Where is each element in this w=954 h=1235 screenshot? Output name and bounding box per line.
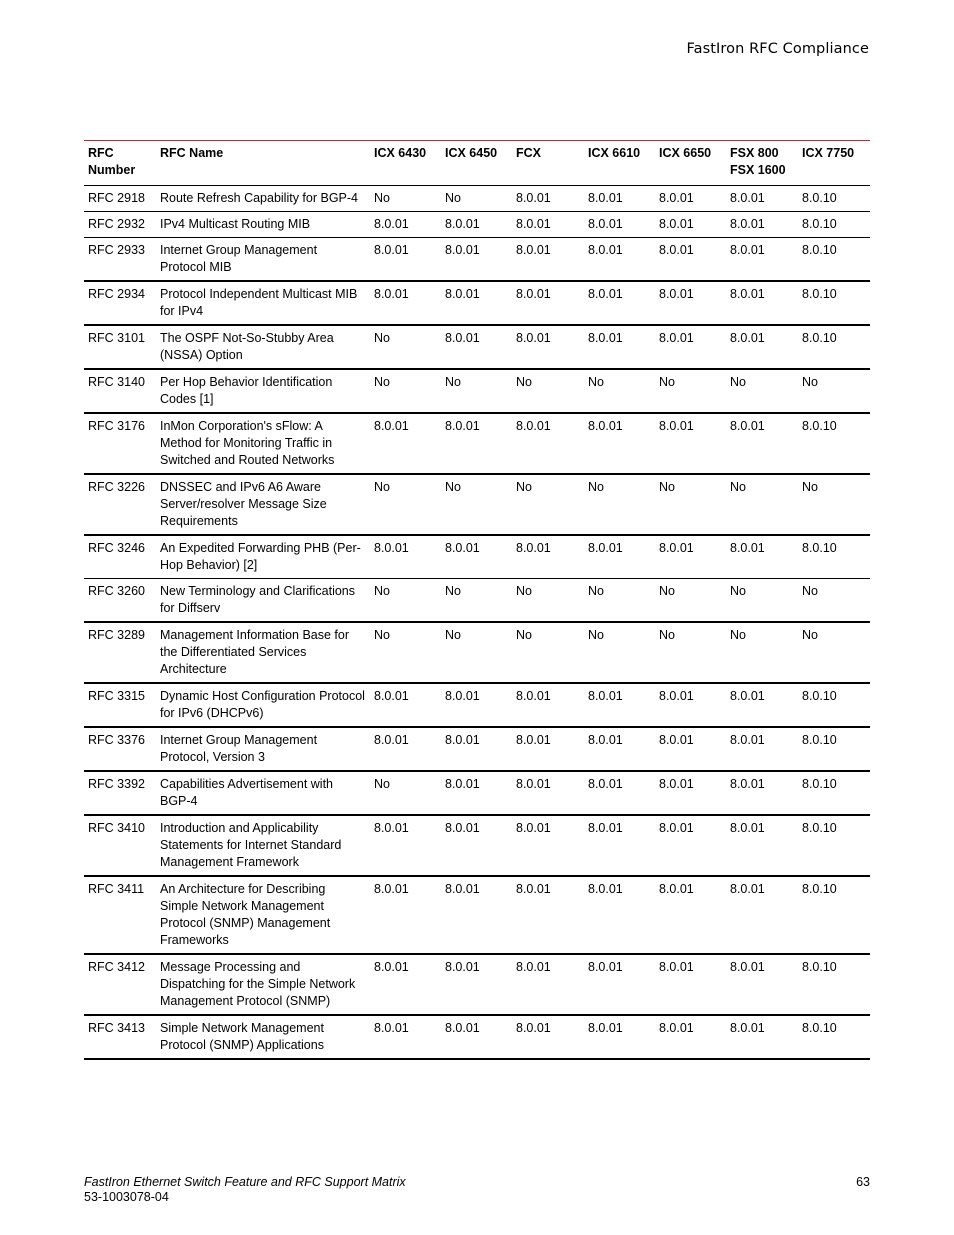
cell-icx-6650: 8.0.01 bbox=[655, 727, 726, 771]
cell-icx-7750: No bbox=[798, 474, 870, 535]
cell-icx-6650: 8.0.01 bbox=[655, 771, 726, 815]
cell-fcx: 8.0.01 bbox=[512, 238, 584, 282]
cell-icx-6610: 8.0.01 bbox=[584, 325, 655, 369]
cell-icx-6430: No bbox=[370, 474, 441, 535]
cell-icx-6450: 8.0.01 bbox=[441, 535, 512, 579]
cell-fcx: 8.0.01 bbox=[512, 186, 584, 212]
cell-rfc-name: Introduction and Applicability Statements for Internet Standard Management Framework bbox=[156, 815, 370, 876]
cell-icx-7750: 8.0.10 bbox=[798, 413, 870, 474]
cell-rfc-name: Message Processing and Dispatching for the Simple Network Management Protocol (SNMP) bbox=[156, 954, 370, 1015]
cell-icx-6610: 8.0.01 bbox=[584, 535, 655, 579]
cell-icx-6650: 8.0.01 bbox=[655, 325, 726, 369]
cell-fsx: 8.0.01 bbox=[726, 212, 798, 238]
cell-rfc-number: RFC 3411 bbox=[84, 876, 156, 954]
cell-fcx: 8.0.01 bbox=[512, 727, 584, 771]
cell-fsx: 8.0.01 bbox=[726, 683, 798, 727]
column-header-fsx: FSX 800 FSX 1600 bbox=[726, 141, 798, 186]
cell-icx-6610: 8.0.01 bbox=[584, 1015, 655, 1059]
cell-icx-6650: 8.0.01 bbox=[655, 413, 726, 474]
cell-rfc-number: RFC 3140 bbox=[84, 369, 156, 413]
cell-fsx: 8.0.01 bbox=[726, 413, 798, 474]
cell-icx-6610: 8.0.01 bbox=[584, 876, 655, 954]
table-row bbox=[84, 186, 870, 212]
column-header-icx-6650: ICX 6650 bbox=[655, 141, 726, 186]
table-row bbox=[84, 1015, 870, 1059]
column-header-rfc-name: RFC Name bbox=[156, 141, 370, 186]
cell-fsx: 8.0.01 bbox=[726, 281, 798, 325]
cell-rfc-number: RFC 3315 bbox=[84, 683, 156, 727]
cell-icx-6430: 8.0.01 bbox=[370, 281, 441, 325]
cell-fcx: 8.0.01 bbox=[512, 325, 584, 369]
cell-rfc-name: Capabilities Advertisement with BGP-4 bbox=[156, 771, 370, 815]
table-row bbox=[84, 281, 870, 325]
cell-icx-6610: 8.0.01 bbox=[584, 413, 655, 474]
cell-icx-6450: No bbox=[441, 186, 512, 212]
table-row bbox=[84, 876, 870, 954]
cell-icx-6430: 8.0.01 bbox=[370, 535, 441, 579]
cell-rfc-name: Protocol Independent Multicast MIB for IPv4 bbox=[156, 281, 370, 325]
cell-icx-6430: No bbox=[370, 579, 441, 623]
cell-rfc-name: Internet Group Management Protocol MIB bbox=[156, 238, 370, 282]
cell-rfc-name: The OSPF Not-So-Stubby Area (NSSA) Option bbox=[156, 325, 370, 369]
cell-icx-6430: No bbox=[370, 186, 441, 212]
cell-icx-7750: 8.0.10 bbox=[798, 727, 870, 771]
rfc-compliance-table bbox=[84, 140, 870, 1060]
cell-fsx: No bbox=[726, 369, 798, 413]
table-row bbox=[84, 413, 870, 474]
cell-icx-7750: 8.0.10 bbox=[798, 876, 870, 954]
cell-rfc-number: RFC 3410 bbox=[84, 815, 156, 876]
cell-icx-6450: No bbox=[441, 622, 512, 683]
cell-icx-6610: 8.0.01 bbox=[584, 281, 655, 325]
cell-icx-6430: 8.0.01 bbox=[370, 876, 441, 954]
cell-icx-6450: 8.0.01 bbox=[441, 281, 512, 325]
cell-icx-6610: 8.0.01 bbox=[584, 771, 655, 815]
cell-icx-6450: No bbox=[441, 369, 512, 413]
cell-icx-7750: 8.0.10 bbox=[798, 325, 870, 369]
column-header-icx-6610: ICX 6610 bbox=[584, 141, 655, 186]
cell-icx-7750: 8.0.10 bbox=[798, 238, 870, 282]
cell-icx-7750: No bbox=[798, 369, 870, 413]
cell-fsx: 8.0.01 bbox=[726, 771, 798, 815]
cell-icx-6610: 8.0.01 bbox=[584, 683, 655, 727]
cell-rfc-name: Dynamic Host Configuration Protocol for IPv6 (DHCPv6) bbox=[156, 683, 370, 727]
cell-icx-6450: 8.0.01 bbox=[441, 238, 512, 282]
table-row bbox=[84, 771, 870, 815]
cell-fcx: 8.0.01 bbox=[512, 212, 584, 238]
cell-rfc-number: RFC 3176 bbox=[84, 413, 156, 474]
cell-rfc-number: RFC 3101 bbox=[84, 325, 156, 369]
cell-icx-6430: 8.0.01 bbox=[370, 954, 441, 1015]
cell-rfc-number: RFC 2933 bbox=[84, 238, 156, 282]
table-row bbox=[84, 579, 870, 623]
cell-icx-6450: 8.0.01 bbox=[441, 954, 512, 1015]
cell-icx-7750: No bbox=[798, 622, 870, 683]
cell-icx-6650: 8.0.01 bbox=[655, 954, 726, 1015]
cell-rfc-number: RFC 2934 bbox=[84, 281, 156, 325]
table-body bbox=[84, 186, 870, 1060]
cell-fcx: 8.0.01 bbox=[512, 413, 584, 474]
cell-icx-6430: 8.0.01 bbox=[370, 1015, 441, 1059]
cell-icx-7750: 8.0.10 bbox=[798, 771, 870, 815]
cell-rfc-number: RFC 3260 bbox=[84, 579, 156, 623]
column-header-icx-7750: ICX 7750 bbox=[798, 141, 870, 186]
cell-icx-6650: 8.0.01 bbox=[655, 238, 726, 282]
cell-rfc-number: RFC 2932 bbox=[84, 212, 156, 238]
column-header-rfc-number: RFC Number bbox=[84, 141, 156, 186]
cell-rfc-number: RFC 3413 bbox=[84, 1015, 156, 1059]
cell-icx-7750: 8.0.10 bbox=[798, 535, 870, 579]
cell-icx-6610: 8.0.01 bbox=[584, 186, 655, 212]
cell-rfc-name: Simple Network Management Protocol (SNMP) Applications bbox=[156, 1015, 370, 1059]
footer-page-number: 63 bbox=[856, 1175, 870, 1189]
cell-fsx: 8.0.01 bbox=[726, 1015, 798, 1059]
cell-rfc-number: RFC 3289 bbox=[84, 622, 156, 683]
cell-icx-6450: No bbox=[441, 474, 512, 535]
table-row bbox=[84, 727, 870, 771]
cell-fcx: No bbox=[512, 579, 584, 623]
cell-icx-6610: 8.0.01 bbox=[584, 727, 655, 771]
cell-fcx: 8.0.01 bbox=[512, 535, 584, 579]
cell-icx-6450: 8.0.01 bbox=[441, 1015, 512, 1059]
cell-fcx: 8.0.01 bbox=[512, 1015, 584, 1059]
cell-icx-6650: No bbox=[655, 474, 726, 535]
cell-fsx: 8.0.01 bbox=[726, 238, 798, 282]
cell-fcx: 8.0.01 bbox=[512, 876, 584, 954]
cell-icx-6610: No bbox=[584, 579, 655, 623]
page-footer bbox=[84, 1175, 406, 1205]
cell-rfc-name: An Architecture for Describing Simple Network Management Protocol (SNMP) Management Frameworks bbox=[156, 876, 370, 954]
table-row bbox=[84, 212, 870, 238]
cell-icx-6450: No bbox=[441, 579, 512, 623]
cell-rfc-name: Route Refresh Capability for BGP-4 bbox=[156, 186, 370, 212]
cell-icx-6610: No bbox=[584, 474, 655, 535]
cell-fcx: 8.0.01 bbox=[512, 954, 584, 1015]
cell-fcx: 8.0.01 bbox=[512, 281, 584, 325]
column-header-fcx: FCX bbox=[512, 141, 584, 186]
cell-icx-6650: 8.0.01 bbox=[655, 815, 726, 876]
cell-icx-6650: 8.0.01 bbox=[655, 876, 726, 954]
cell-rfc-number: RFC 3376 bbox=[84, 727, 156, 771]
cell-icx-6610: No bbox=[584, 622, 655, 683]
cell-icx-6430: No bbox=[370, 325, 441, 369]
cell-icx-6430: No bbox=[370, 622, 441, 683]
cell-icx-6650: No bbox=[655, 369, 726, 413]
table-row bbox=[84, 622, 870, 683]
table-row bbox=[84, 683, 870, 727]
cell-icx-6430: 8.0.01 bbox=[370, 683, 441, 727]
cell-rfc-name: New Terminology and Clarifications for Diffserv bbox=[156, 579, 370, 623]
table-row bbox=[84, 325, 870, 369]
cell-icx-6450: 8.0.01 bbox=[441, 683, 512, 727]
cell-rfc-name: Per Hop Behavior Identification Codes [1] bbox=[156, 369, 370, 413]
column-header-icx-6430: ICX 6430 bbox=[370, 141, 441, 186]
table-row bbox=[84, 369, 870, 413]
cell-rfc-name: Management Information Base for the Differentiated Services Architecture bbox=[156, 622, 370, 683]
cell-fcx: 8.0.01 bbox=[512, 815, 584, 876]
table-row bbox=[84, 238, 870, 282]
cell-icx-6430: 8.0.01 bbox=[370, 212, 441, 238]
cell-rfc-number: RFC 3412 bbox=[84, 954, 156, 1015]
cell-rfc-number: RFC 2918 bbox=[84, 186, 156, 212]
cell-icx-7750: No bbox=[798, 579, 870, 623]
cell-icx-6610: No bbox=[584, 369, 655, 413]
cell-icx-6450: 8.0.01 bbox=[441, 771, 512, 815]
cell-rfc-name: IPv4 Multicast Routing MIB bbox=[156, 212, 370, 238]
footer-doc-title: FastIron Ethernet Switch Feature and RFC Support Matrix bbox=[84, 1175, 406, 1189]
table-row bbox=[84, 535, 870, 579]
cell-icx-6610: 8.0.01 bbox=[584, 954, 655, 1015]
cell-icx-6430: No bbox=[370, 771, 441, 815]
cell-fsx: 8.0.01 bbox=[726, 535, 798, 579]
cell-icx-6610: 8.0.01 bbox=[584, 815, 655, 876]
cell-fsx: 8.0.01 bbox=[726, 876, 798, 954]
cell-icx-6650: No bbox=[655, 579, 726, 623]
running-header: FastIron RFC Compliance bbox=[686, 41, 869, 57]
cell-fcx: No bbox=[512, 474, 584, 535]
table-row bbox=[84, 954, 870, 1015]
cell-icx-7750: 8.0.10 bbox=[798, 815, 870, 876]
cell-fsx: 8.0.01 bbox=[726, 815, 798, 876]
cell-fsx: No bbox=[726, 579, 798, 623]
table-header-row bbox=[84, 141, 870, 186]
cell-fsx: 8.0.01 bbox=[726, 186, 798, 212]
cell-icx-6450: 8.0.01 bbox=[441, 325, 512, 369]
cell-icx-6450: 8.0.01 bbox=[441, 212, 512, 238]
cell-rfc-number: RFC 3392 bbox=[84, 771, 156, 815]
cell-icx-7750: 8.0.10 bbox=[798, 186, 870, 212]
cell-icx-6450: 8.0.01 bbox=[441, 876, 512, 954]
cell-icx-6610: 8.0.01 bbox=[584, 238, 655, 282]
table-row bbox=[84, 474, 870, 535]
cell-fsx: No bbox=[726, 622, 798, 683]
cell-rfc-name: DNSSEC and IPv6 A6 Aware Server/resolver Message Size Requirements bbox=[156, 474, 370, 535]
cell-fsx: 8.0.01 bbox=[726, 727, 798, 771]
cell-icx-6650: 8.0.01 bbox=[655, 683, 726, 727]
cell-icx-7750: 8.0.10 bbox=[798, 281, 870, 325]
cell-icx-6450: 8.0.01 bbox=[441, 815, 512, 876]
cell-icx-6430: 8.0.01 bbox=[370, 413, 441, 474]
cell-icx-6650: 8.0.01 bbox=[655, 1015, 726, 1059]
cell-icx-6650: 8.0.01 bbox=[655, 186, 726, 212]
table-row bbox=[84, 815, 870, 876]
cell-rfc-name: An Expedited Forwarding PHB (Per-Hop Behavior) [2] bbox=[156, 535, 370, 579]
cell-fsx: 8.0.01 bbox=[726, 954, 798, 1015]
cell-icx-6650: No bbox=[655, 622, 726, 683]
cell-icx-6650: 8.0.01 bbox=[655, 212, 726, 238]
cell-icx-6610: 8.0.01 bbox=[584, 212, 655, 238]
cell-icx-6430: 8.0.01 bbox=[370, 727, 441, 771]
cell-rfc-name: Internet Group Management Protocol, Version 3 bbox=[156, 727, 370, 771]
cell-icx-7750: 8.0.10 bbox=[798, 212, 870, 238]
cell-fcx: No bbox=[512, 369, 584, 413]
cell-icx-6450: 8.0.01 bbox=[441, 413, 512, 474]
cell-fcx: No bbox=[512, 622, 584, 683]
cell-fcx: 8.0.01 bbox=[512, 683, 584, 727]
cell-icx-7750: 8.0.10 bbox=[798, 1015, 870, 1059]
cell-icx-6430: 8.0.01 bbox=[370, 815, 441, 876]
cell-rfc-number: RFC 3226 bbox=[84, 474, 156, 535]
column-header-icx-6450: ICX 6450 bbox=[441, 141, 512, 186]
cell-rfc-number: RFC 3246 bbox=[84, 535, 156, 579]
cell-icx-7750: 8.0.10 bbox=[798, 954, 870, 1015]
cell-fsx: No bbox=[726, 474, 798, 535]
cell-fsx: 8.0.01 bbox=[726, 325, 798, 369]
cell-icx-6650: 8.0.01 bbox=[655, 281, 726, 325]
cell-icx-6430: 8.0.01 bbox=[370, 238, 441, 282]
cell-icx-7750: 8.0.10 bbox=[798, 683, 870, 727]
cell-rfc-name: InMon Corporation's sFlow: A Method for Monitoring Traffic in Switched and Routed Networks bbox=[156, 413, 370, 474]
cell-icx-6650: 8.0.01 bbox=[655, 535, 726, 579]
cell-fcx: 8.0.01 bbox=[512, 771, 584, 815]
footer-doc-number: 53-1003078-04 bbox=[84, 1190, 169, 1204]
cell-icx-6430: No bbox=[370, 369, 441, 413]
cell-icx-6450: 8.0.01 bbox=[441, 727, 512, 771]
